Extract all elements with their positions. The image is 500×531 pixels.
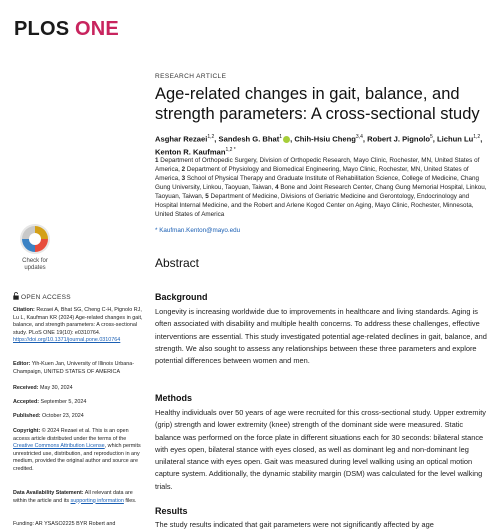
- affiliation-text: Department of Medicine, Divisions of Geriatric Medicine and Gerontology, Endocrinology and Hospital Internal Medicine, and the Robert and Arlene Kogod Center on Aging, Mayo Clinic, Rochester, Minnesota, United States of America: [155, 193, 474, 218]
- affiliation-number: 2: [181, 166, 186, 173]
- citation-label: Citation:: [13, 307, 35, 313]
- author-name: Kenton R. Kaufman: [155, 147, 226, 157]
- data-availability-text-2: files.: [123, 497, 137, 504]
- supporting-information-link[interactable]: supporting information: [70, 497, 124, 504]
- editor-label: Editor:: [13, 361, 31, 367]
- affiliation-text: Bone and Joint Research Center, Chang Gung Memorial Hospital, Linkou, Taoyuan, Taiwan,: [155, 184, 487, 200]
- affiliation-number: 1: [155, 157, 159, 164]
- received-date: May 30, 2024: [38, 385, 73, 391]
- copyright-text-2: , which permits unrestricted use, distribution, and reproduction in any medium, provided the original author and source are credited.: [13, 443, 141, 472]
- data-availability-label: Data Availability Statement:: [13, 490, 84, 496]
- journal-logo: [14, 18, 119, 41]
- methods-heading: Methods: [155, 393, 192, 403]
- affiliation-text: Department of Orthopedic Surgery, Division of Orthopedic Research, Mayo Clinic, Rochester, MN, United States of America,: [155, 157, 480, 173]
- published-date: October 23, 2024: [40, 413, 84, 419]
- data-availability-block: [13, 490, 145, 505]
- methods-text: Healthy individuals over 50 years of age were recruited for this cross-sectional study. Upper extremity (grip) strength and lower extremity (knee) strength of the dominant side were measured. Static balance was performed on the force plate in different situations each for 30 seconds: bilateral stance with eyes open, bilateral stance with eyes closed, as well as dominant leg and non-dominant leg unilateral stance with eyes open. Gait was measured during level walking using an optical motion capture system. Additionally, the dynamic stability margin (DSM) was calculated for the level walking trials.: [155, 408, 486, 491]
- check-for-updates-label: Check for updates: [22, 258, 48, 271]
- received-label: Received:: [13, 385, 39, 391]
- article-type: RESEARCH ARTICLE: [155, 73, 227, 80]
- background-text: Longevity is increasing worldwide due to improvements in healthcare and living standards. Aging is often associated with disability and multiple health concerns. To address these challenges, effective interventions are essential. This study investigated potential age-related declines in gait, balance, and strength. We also sought to assess any relationships between these three parameters and explore potential differences between women and men.: [155, 307, 487, 366]
- copyright-label: Copyright:: [13, 428, 41, 434]
- published-block: [13, 413, 145, 421]
- author-affiliation-sup: 1: [279, 134, 283, 140]
- copyright-text-1: © 2024 Rezaei et al. This is an open access article distributed under the terms of the: [13, 428, 129, 442]
- editor-block: [13, 361, 145, 376]
- published-label: Published:: [13, 413, 41, 419]
- affiliation-number: 3: [181, 175, 186, 182]
- affiliation-number: 4: [275, 184, 279, 191]
- accepted-label: Accepted:: [13, 399, 40, 405]
- accepted-block: [13, 399, 145, 407]
- corresponding-email[interactable]: * Kaufman.Kenton@mayo.edu: [155, 227, 241, 234]
- journal-logo-plos: PLOS: [14, 18, 70, 40]
- author-name: Sandesh G. Bhat: [218, 134, 280, 144]
- author-name: Asghar Rezaei: [155, 134, 208, 144]
- affiliations: [155, 156, 488, 219]
- author-name: Lichun Lu: [436, 134, 474, 144]
- funding-block: [13, 521, 145, 529]
- author-name: Robert J. Pignolo: [367, 134, 430, 144]
- author-name: Chih-Hsiu Cheng: [294, 134, 356, 144]
- check-for-updates-icon: [13, 222, 57, 256]
- results-text: The study results indicated that gait parameters were not significantly affected by age: [155, 520, 434, 529]
- data-availability-text-1: All relevant data are within the article and its: [13, 490, 133, 504]
- open-access-label: [13, 292, 71, 301]
- check-for-updates-badge[interactable]: [13, 222, 57, 276]
- open-lock-icon: [13, 292, 19, 300]
- doi-link[interactable]: https://doi.org/10.1371/journal.pone.0310764: [13, 337, 121, 344]
- received-block: [13, 385, 145, 393]
- citation-block: [13, 307, 145, 345]
- citation-text: Rezaei A, Bhat SG, Cheng C-H, Pignolo RJ, Lu L, Kaufman KR (2024) Age-related changes in gait, balance, and strength parameters: A cross-sectional study. PLoS ONE 19(10): e0310764.: [13, 307, 143, 336]
- author-affiliation-sup: 1,2: [473, 134, 481, 140]
- orcid-icon[interactable]: [283, 136, 290, 143]
- affiliation-text: School of Physical Therapy and Graduate Institute of Rehabilitation Science, College of Medicine, Chang Gung University, Linkou, Taoyuan, Taiwan,: [155, 175, 480, 191]
- affiliation-text: Department of Physiology and Biomedical Engineering, Mayo Clinic, Rochester, MN, United States of America,: [155, 166, 469, 182]
- author-affiliation-sup: 1,2: [207, 134, 215, 140]
- background-heading: Background: [155, 292, 208, 302]
- author-affiliation-sup: 5: [429, 134, 433, 140]
- journal-logo-one: ONE: [75, 18, 119, 40]
- affiliation-number: 5: [205, 193, 209, 200]
- author-list: Asghar Rezaei$^{1,2}$, Sandesh G. Bhat$^1$ , Chih-Hsiu Cheng$^{3,4}$, Robert J. Pignolo$^5$, Lichun Lu$^{1,2}$, Kenton R. Kaufman$^{1,2 *}$: [155, 134, 483, 157]
- funding-partial-text: Funding: AR YSASO2225 BYR Robert and: [13, 521, 116, 527]
- abstract-heading: Abstract: [155, 256, 200, 270]
- editor-text: Yih-Kuen Jan, University of Illinois Urbana-Champaign, UNITED STATES OF AMERICA: [13, 361, 135, 375]
- author-affiliation-sup: 1,2 *: [225, 146, 236, 153]
- open-access-text: OPEN ACCESS: [21, 294, 71, 301]
- accepted-date: September 5, 2024: [39, 399, 87, 405]
- license-link[interactable]: Creative Commons Attribution License: [13, 443, 105, 450]
- results-heading: Results: [155, 506, 188, 516]
- article-title: Age-related changes in gait, balance, and strength parameters: A cross-sectional study: [155, 85, 480, 123]
- author-affiliation-sup: 3,4: [355, 134, 363, 140]
- copyright-block: [13, 428, 145, 474]
